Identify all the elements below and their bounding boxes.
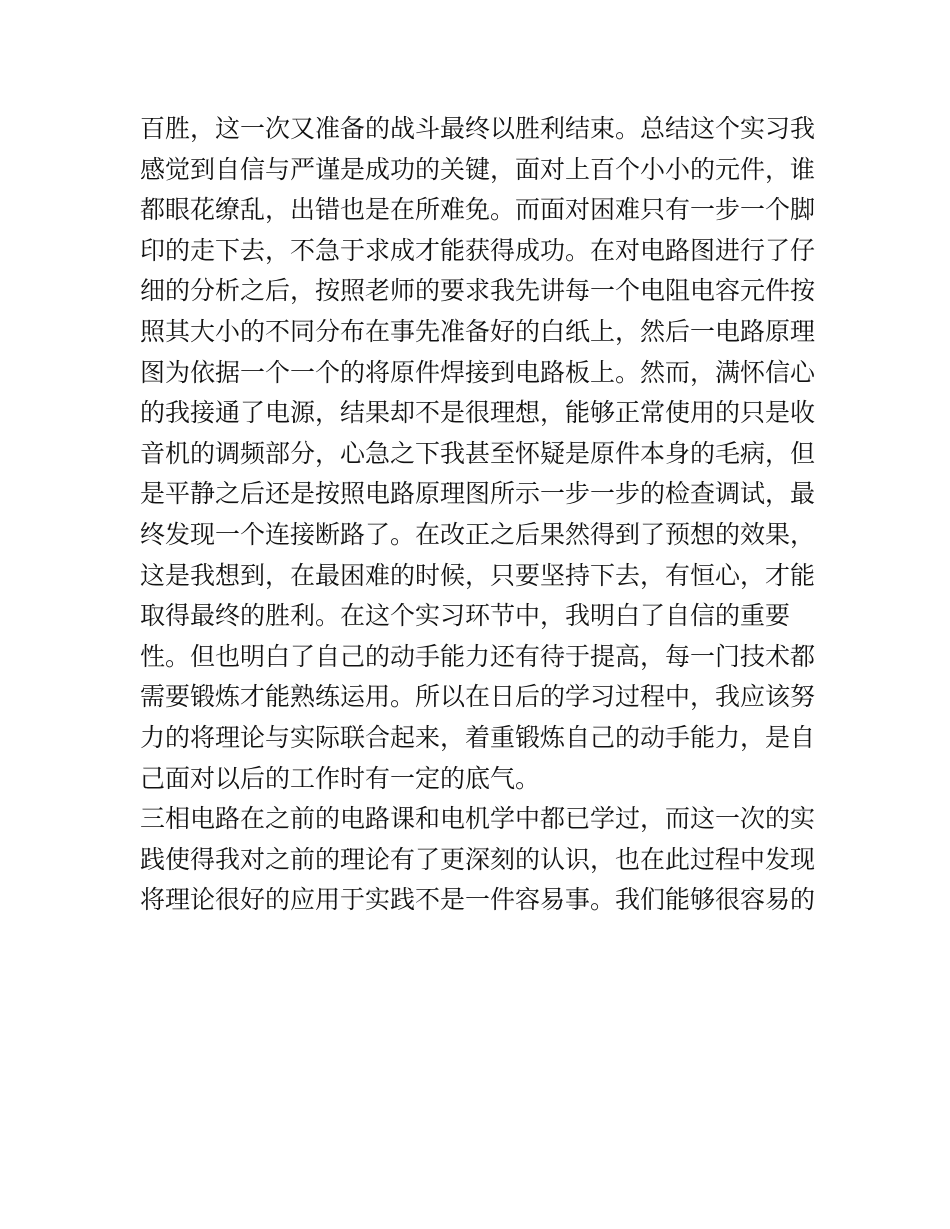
- text-line: 照其大小的不同分布在事先准备好的白纸上，然后一电路原理: [140, 316, 816, 346]
- text-line: 需要锻炼才能熟练运用。所以在日后的学习过程中，我应该努: [140, 682, 816, 712]
- text-line: 百胜，这一次又准备的战斗最终以胜利结束。总结这个实习我: [140, 114, 816, 143]
- text-line: 的我接通了电源，结果却不是很理想，能够正常使用的只是收: [140, 398, 816, 428]
- text-line: 细的分析之后，按照老师的要求我先讲每一个电阻电容元件按: [140, 276, 816, 306]
- paragraph-2: [140, 799, 820, 921]
- text-line: 都眼花缭乱，出错也是在所难免。而面对困难只有一步一个脚: [140, 195, 816, 225]
- text-line: 终发现一个连接断路了。在改正之后果然得到了预想的效果，: [140, 519, 816, 549]
- text-line: 这是我想到，在最困难的时候，只要坚持下去，有恒心，才能: [140, 560, 816, 590]
- text-line: 力的将理论与实际联合起来，着重锻炼自己的动手能力，是自: [140, 722, 816, 752]
- text-line: 感觉到自信与严谨是成功的关键，面对上百个小小的元件，谁: [140, 154, 816, 184]
- text-line: 将理论很好的应用于实践不是一件容易事。我们能够很容易的: [140, 885, 816, 915]
- document-body: [140, 109, 820, 921]
- text-line: 践使得我对之前的理论有了更深刻的认识，也在此过程中发现: [140, 844, 816, 874]
- text-line: 音机的调频部分，心急之下我甚至怀疑是原件本身的毛病，但: [140, 438, 816, 468]
- text-line: 性。但也明白了自己的动手能力还有待于提高，每一门技术都: [140, 641, 816, 671]
- text-line: 是平静之后还是按照电路原理图所示一步一步的检查调试，最: [140, 479, 816, 509]
- text-line: 印的走下去，不急于求成才能获得成功。在对电路图进行了仔: [140, 235, 816, 265]
- text-line: 三相电路在之前的电路课和电机学中都已学过，而这一次的实: [140, 804, 816, 834]
- text-line: 取得最终的胜利。在这个实习环节中，我明白了自信的重要: [140, 601, 791, 631]
- text-line: 己面对以后的工作时有一定的底气。: [140, 763, 541, 793]
- text-line: 图为依据一个一个的将原件焊接到电路板上。然而，满怀信心: [140, 357, 816, 387]
- paragraph-1: [140, 109, 820, 799]
